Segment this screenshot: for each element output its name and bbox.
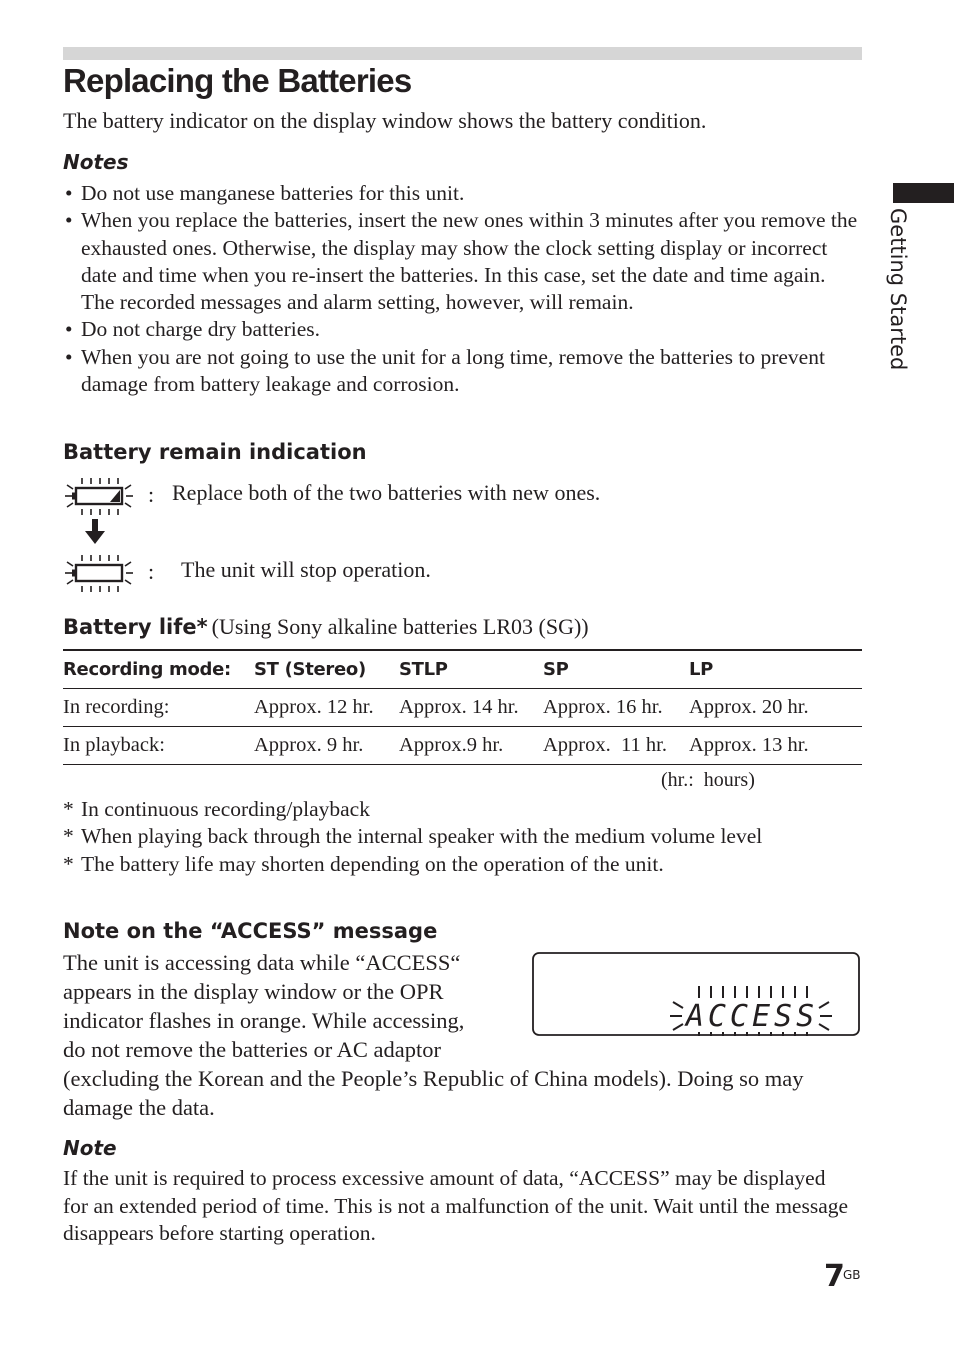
column-header: LP xyxy=(689,650,862,689)
column-header: Recording mode: xyxy=(63,650,254,689)
table-cell: Approx. 13 hr. xyxy=(689,727,862,765)
table-cell: Approx. 14 hr. xyxy=(399,689,543,727)
access-heading: Note on the “ACCESS” message xyxy=(63,919,438,943)
note-heading: Note xyxy=(63,1136,117,1160)
notes-heading: Notes xyxy=(63,150,129,174)
table-cell: Approx.9 hr. xyxy=(399,727,543,765)
page-number-suffix: GB xyxy=(843,1268,861,1282)
separator: : xyxy=(148,559,155,584)
display-window-image xyxy=(532,952,860,1036)
battery-empty-text: The unit will stop operation. xyxy=(181,557,431,582)
access-body: The unit is accessing data while “ACCESS“ appears in the display window or the OPR indicator flashes in orange. While accessing, do not remove the batteries or AC adaptor (excluding the Korean and the People’s Republic of China models). Doing so may damage the data. xyxy=(63,950,804,1120)
battery-low-text: Replace both of the two batteries with new ones. xyxy=(172,480,601,505)
column-header: ST (Stereo) xyxy=(254,650,399,689)
list-item: • When you replace the batteries, insert the new ones within 3 minutes after you remove the exhausted ones. Otherwise, the display may show the clock setting display or incorrect date and time when you re-insert the batteries. In this case, set the date and time again. The recorded messages and alarm setting, however, will remain. xyxy=(63,207,863,316)
table-row xyxy=(63,727,862,765)
table-cell: Approx. 11 hr. xyxy=(543,727,689,765)
table-cell: Approx. 12 hr. xyxy=(254,689,399,727)
note-body: If the unit is required to process excessive amount of data, “ACCESS” may be displayed for an extended period of time. This is not a malfunction of the unit. Wait until the message disappears before starting operation. xyxy=(63,1166,849,1245)
header-rule xyxy=(63,47,862,60)
table-cell: In recording: xyxy=(63,689,254,727)
battery-life-title: Battery life* xyxy=(63,615,208,639)
table-cell: Approx. 16 hr. xyxy=(543,689,689,727)
list-item: • When you are not going to use the unit for a long time, remove the batteries to prevent damage from battery leakage and corrosion. xyxy=(63,344,863,399)
footnote: * When playing back through the internal speaker with the medium volume level xyxy=(63,823,853,850)
section-tab-label: Getting Started xyxy=(886,208,910,371)
table-cell: In playback: xyxy=(63,727,254,765)
display-text: ACCESS xyxy=(685,999,819,1034)
battery-life-heading xyxy=(63,614,589,640)
unit-note: (hr.: hours) xyxy=(661,769,755,791)
page-number: 7 xyxy=(824,1259,845,1294)
table-header-row xyxy=(63,650,862,689)
footnote: * The battery life may shorten depending on the operation of the unit. xyxy=(63,851,853,878)
intro-text: The battery indicator on the display window shows the battery condition. xyxy=(63,108,707,133)
battery-low-icon xyxy=(63,476,135,516)
page-title: Replacing the Batteries xyxy=(63,62,412,99)
footnote: * In continuous recording/playback xyxy=(63,796,853,823)
separator: : xyxy=(148,482,155,507)
table-cell: Approx. 20 hr. xyxy=(689,689,862,727)
table-row xyxy=(63,689,862,727)
list-item: • Do not charge dry batteries. xyxy=(63,316,863,343)
table-cell: Approx. 9 hr. xyxy=(254,727,399,765)
column-header: STLP xyxy=(399,650,543,689)
column-header: SP xyxy=(543,650,689,689)
battery-life-table xyxy=(63,649,862,765)
arrow-down-icon xyxy=(84,519,106,545)
battery-empty-icon xyxy=(63,553,135,593)
notes-list xyxy=(63,180,863,398)
footnotes-list xyxy=(63,796,853,878)
section-tab-marker xyxy=(893,183,954,203)
battery-life-subtitle: (Using Sony alkaline batteries LR03 (SG)) xyxy=(211,614,589,639)
list-item: • Do not use manganese batteries for this unit. xyxy=(63,180,863,207)
battery-remain-heading: Battery remain indication xyxy=(63,440,367,464)
